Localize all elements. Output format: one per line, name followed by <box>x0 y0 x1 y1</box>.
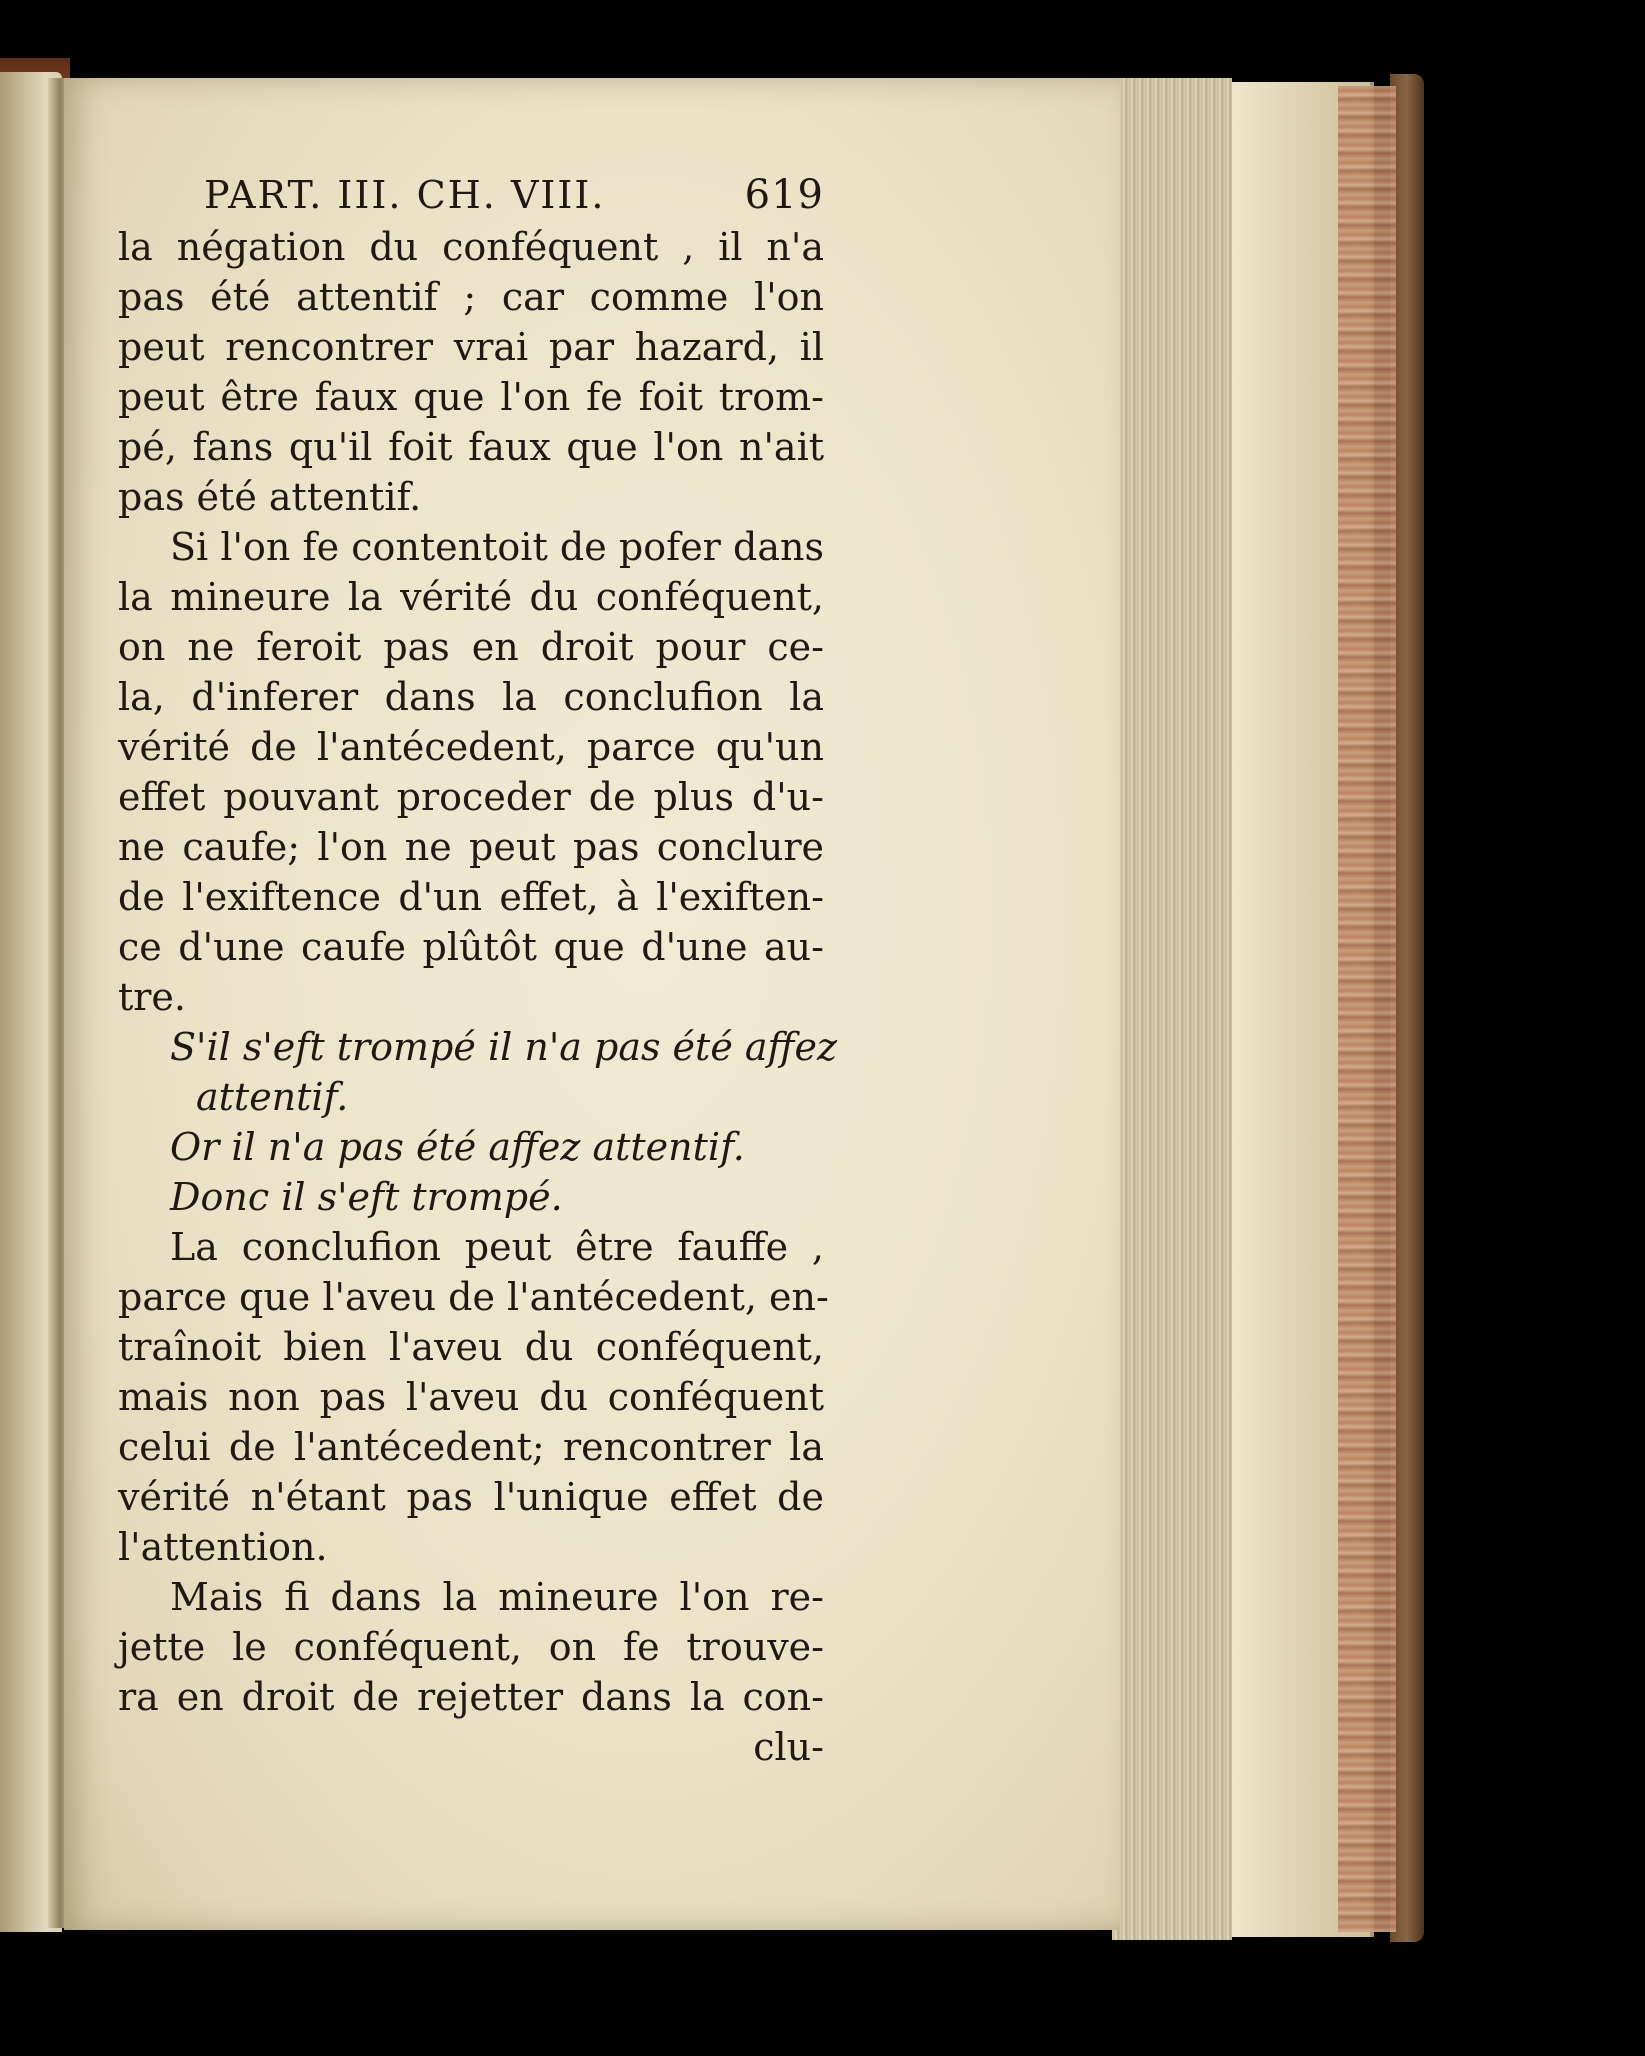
text-line: ce d'une caufe plûtôt que d'une au- <box>118 925 824 969</box>
text-line: pas été attentif. <box>118 475 422 519</box>
paragraph-3 <box>118 1222 829 1572</box>
catchword: clu- <box>753 1725 824 1769</box>
syllogism-line: Or il n'a pas été affez attentif. <box>170 1125 745 1169</box>
text-line: La conclufion peut être fauffe , <box>170 1225 824 1269</box>
text-line: peut être faux que l'on fe foit trom- <box>118 375 824 419</box>
text-line: parce que l'aveu de l'antécedent, en- <box>118 1275 829 1319</box>
syllogism-line: attentif. <box>196 1075 349 1119</box>
text-line: la, d'inferer dans la conclufion la <box>118 675 824 719</box>
paragraph-1 <box>118 222 824 522</box>
page-stack-edges <box>1112 78 1232 1940</box>
text-line: vérité n'étant pas l'unique effet de <box>118 1475 824 1519</box>
running-head <box>118 170 824 222</box>
page-number: 619 <box>744 172 824 218</box>
syllogism-line: Donc il s'eft trompé. <box>170 1175 563 1219</box>
syllogism <box>118 1022 837 1222</box>
text-line: de l'exiftence d'un effet, à l'exiften- <box>118 875 824 919</box>
text-line: ra en droit de rejetter dans la con- <box>118 1675 824 1719</box>
text-block <box>118 170 837 1772</box>
text-line: peut rencontrer vrai par hazard, il <box>118 325 824 369</box>
text-line: Mais fi dans la mineure l'on re- <box>170 1575 824 1619</box>
paragraph-4 <box>118 1572 824 1722</box>
red-sprinkled-edge <box>1338 86 1396 1932</box>
text-line: effet pouvant proceder de plus d'u- <box>118 775 824 819</box>
text-line: la mineure la vérité du conféquent, <box>118 575 824 619</box>
text-line: on ne feroit pas en droit pour ce- <box>118 625 824 669</box>
text-line: vérité de l'antécedent, parce qu'un <box>118 725 824 769</box>
text-line: la négation du conféquent , il n'a <box>118 225 824 269</box>
text-line: Si l'on fe contentoit de pofer dans <box>170 525 824 569</box>
paragraph-2 <box>118 522 824 1022</box>
text-line: mais non pas l'aveu du conféquent <box>118 1375 824 1419</box>
text-line: celui de l'antécedent; rencontrer la <box>118 1425 824 1469</box>
running-head-title: PART. III. CH. VIII. <box>204 173 606 217</box>
text-line: traînoit bien l'aveu du conféquent, <box>118 1325 824 1369</box>
text-line: ne caufe; l'on ne peut pas conclure <box>118 825 824 869</box>
text-line: jette le conféquent, on fe trouve- <box>118 1625 824 1669</box>
text-line: pas été attentif ; car comme l'on <box>118 275 824 319</box>
text-line: pé, fans qu'il foit faux que l'on n'ait <box>118 425 824 469</box>
text-line: l'attention. <box>118 1525 328 1569</box>
syllogism-line: S'il s'eft trompé il n'a pas été affez <box>170 1025 837 1069</box>
text-line: tre. <box>118 975 187 1019</box>
